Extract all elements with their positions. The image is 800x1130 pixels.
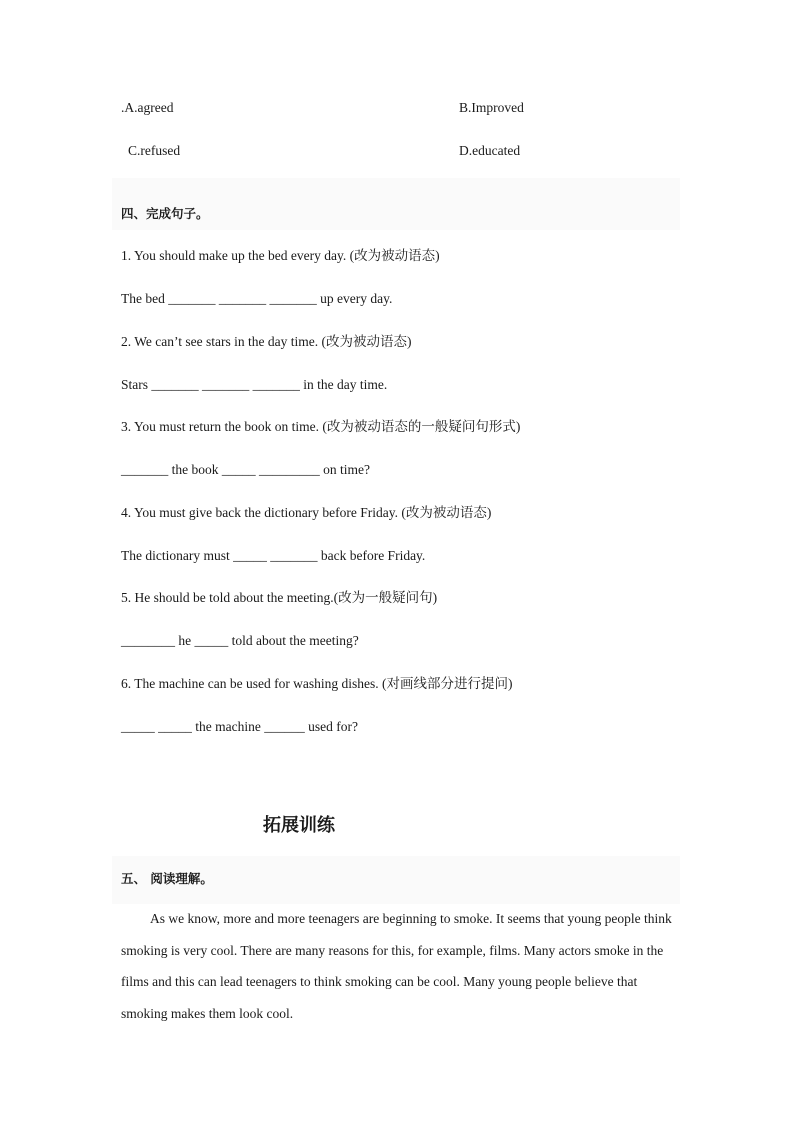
answer-line-5: ________ he _____ told about the meeting? [121, 633, 359, 648]
option-a: .A.agreed [121, 100, 174, 115]
section-heading: 四、完成句子。 [121, 206, 209, 221]
answer-line-6: _____ _____ the machine ______ used for? [121, 719, 358, 734]
reading-paragraph: As we know, more and more teenagers are beginning to smoke. It seems that young people think smoking is very cool. There are many reasons for this, for example, films. Many actors smoke in the films and this can lead teenagers to think smoking can be cool. Many young people believe that smoking makes them look cool. [121, 911, 672, 1021]
section-heading: 五、 阅读理解。 [121, 871, 213, 886]
option-d: D.educated [459, 143, 521, 158]
option-b: B.Improved [459, 100, 524, 115]
question-2: 2. We can’t see stars in the day time. (改为被动语态) [121, 334, 412, 349]
option-c: C.refused [128, 143, 181, 158]
extension-title: 拓展训练 [263, 815, 335, 836]
answer-line-2: Stars _______ _______ _______ in the day time. [121, 377, 388, 392]
question-6: 6. The machine can be used for washing dishes. (对画线部分进行提问) [121, 676, 513, 691]
answer-line-1: The bed _______ _______ _______ up every day. [121, 291, 393, 306]
question-5: 5. He should be told about the meeting.(改为一般疑问句) [121, 590, 438, 605]
question-3: 3. You must return the book on time. (改为被动语态的一般疑问句形式) [121, 419, 521, 434]
question-1: 1. You should make up the bed every day. (改为被动语态) [121, 248, 440, 263]
answer-line-4: The dictionary must _____ _______ back before Friday. [121, 548, 426, 563]
answer-line-3: _______ the book _____ _________ on time? [121, 462, 370, 477]
question-4: 4. You must give back the dictionary before Friday. (改为被动语态) [121, 505, 492, 520]
